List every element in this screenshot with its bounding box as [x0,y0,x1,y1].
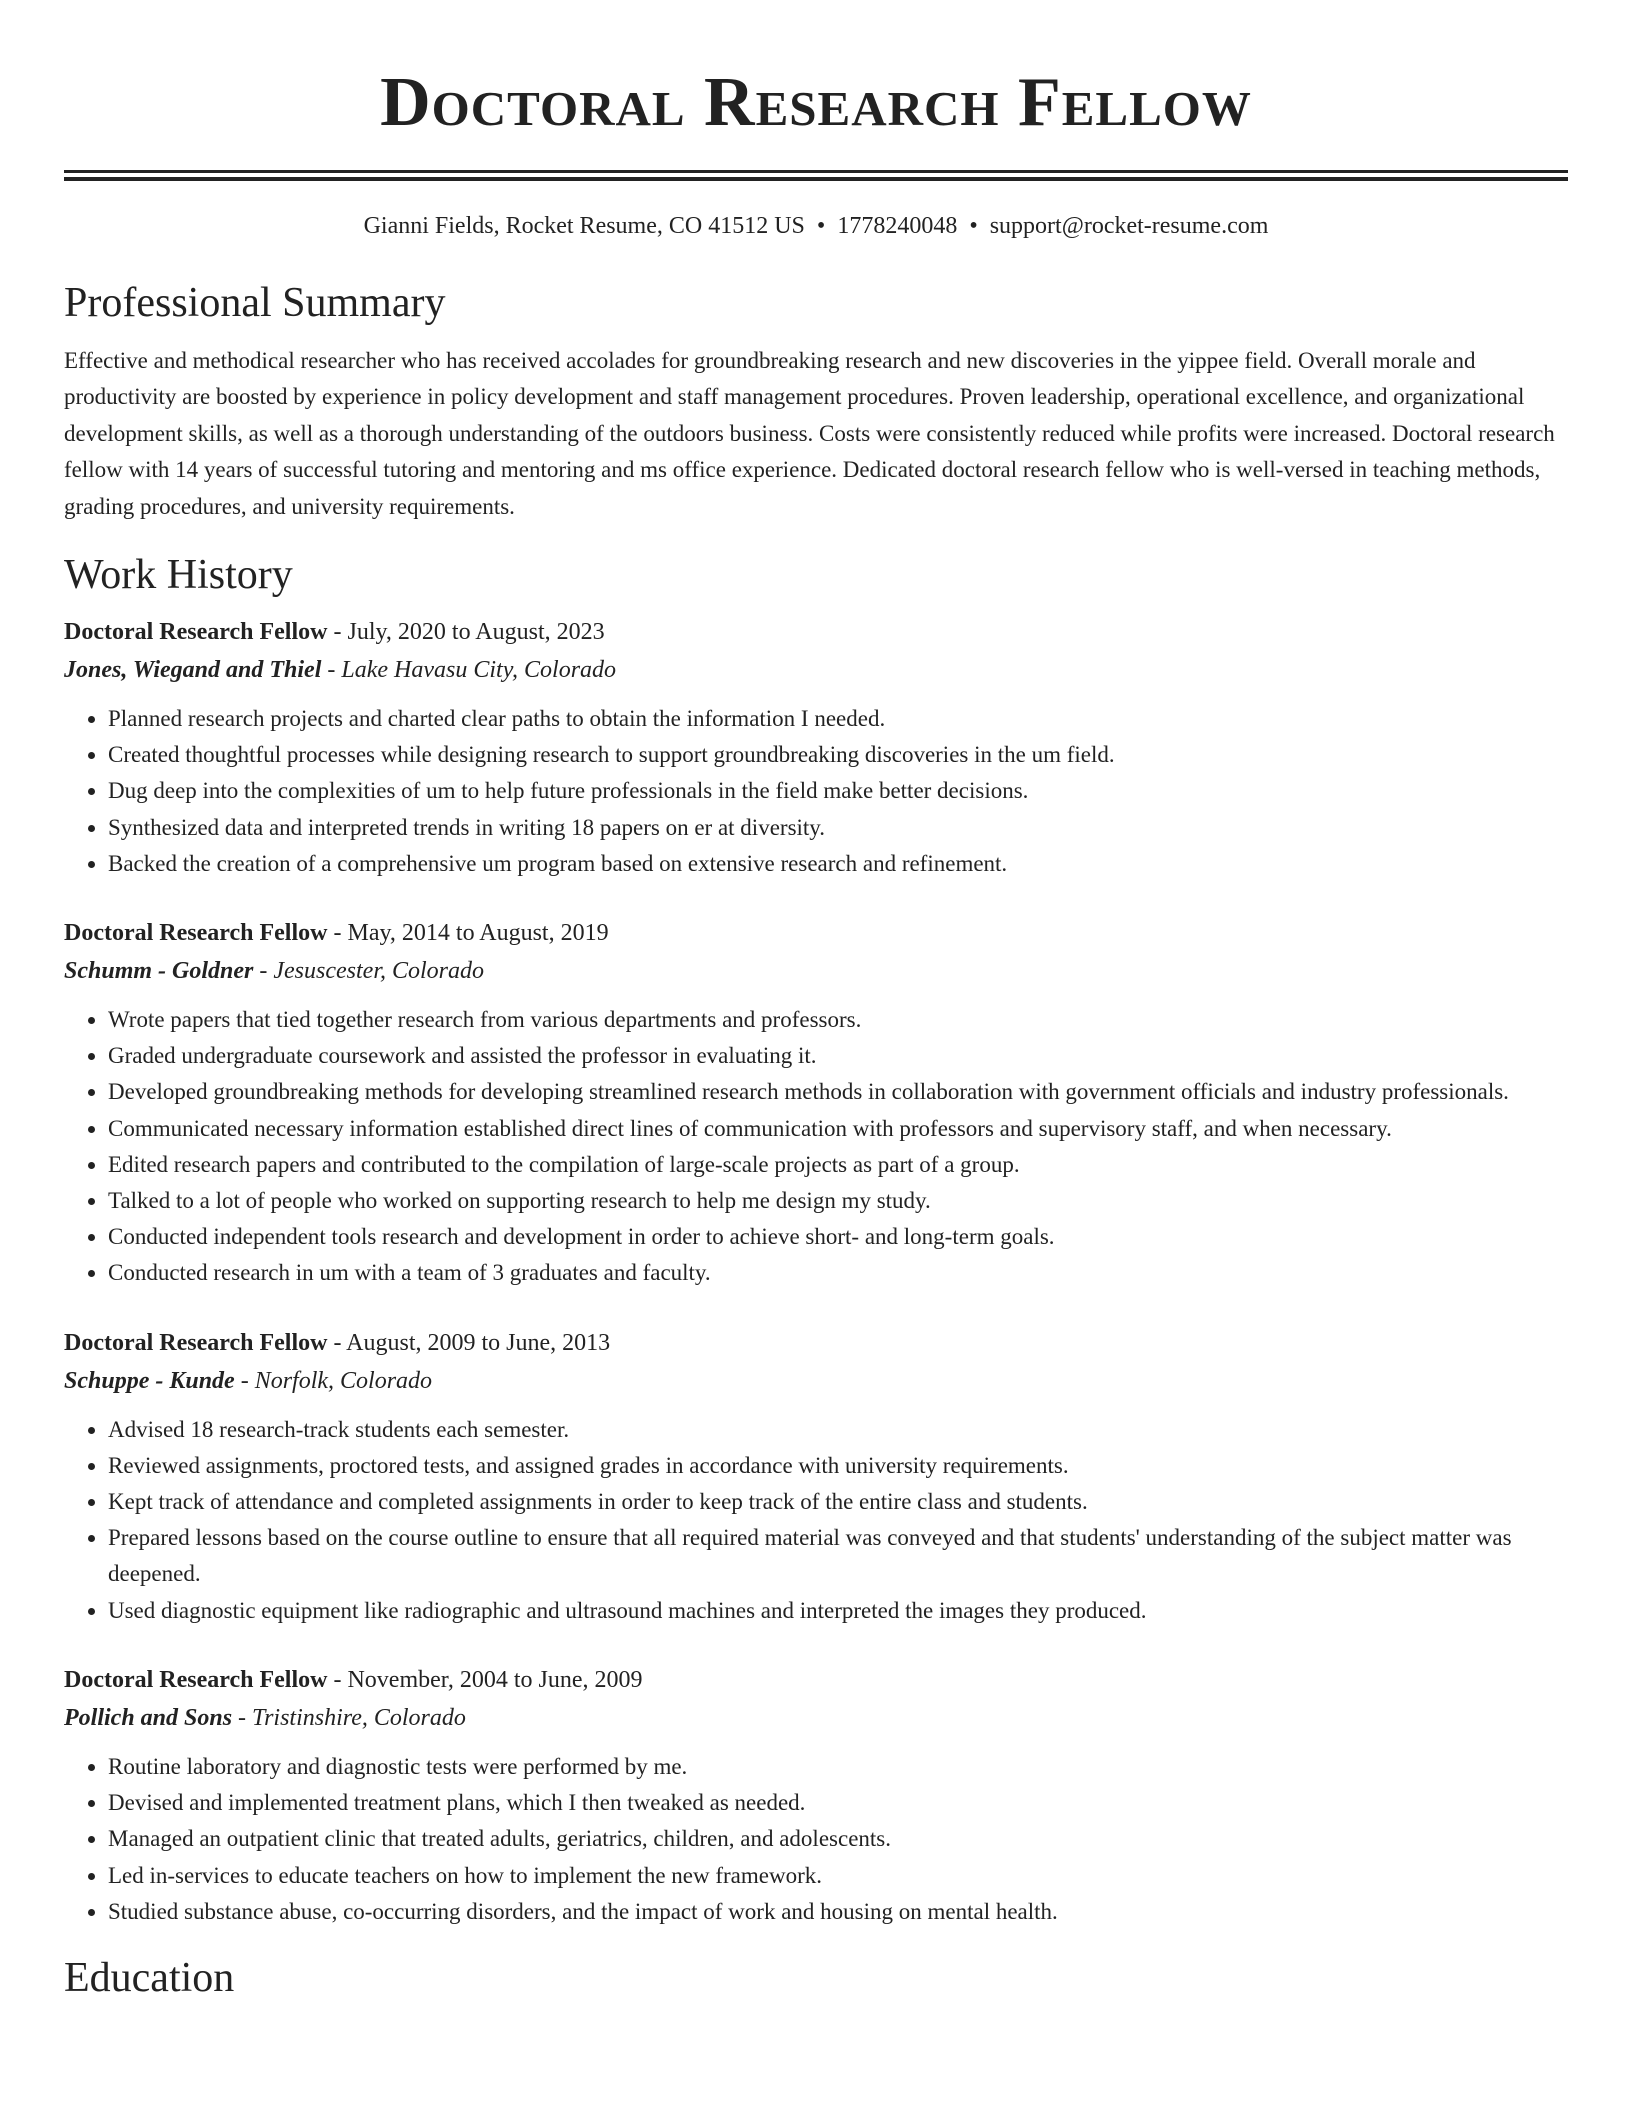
contact-line [64,209,1568,243]
job-entry [64,1324,1568,1629]
contact-phone: 1778240048 [837,213,958,239]
summary-heading: Professional Summary [64,280,446,326]
job-location: - Norfolk, Colorado [234,1367,433,1394]
contact-address: Gianni Fields, Rocket Resume, CO 41512 US [363,213,805,239]
job-location: - Lake Havasu City, Colorado [321,657,617,684]
job-company: Jones, Wiegand and Thiel [64,657,322,684]
title-divider [64,170,1568,181]
job-bullet: • Kept track of attendance and completed assignments in order to keep track of the entire class and students. [108,1484,1568,1520]
job-bullet: • Advised 18 research-track students each semester. [108,1412,1568,1448]
job-bullet: • Wrote papers that tied together research from various departments and professors. [108,1002,1568,1038]
job-title-line [64,914,1568,952]
job-bullet: • Reviewed assignments, proctored tests, and assigned grades in accordance with university requirements. [108,1448,1568,1484]
contact-separator: • [969,213,978,239]
job-location: - Tristinshire, Colorado [232,1704,466,1731]
summary-text: Effective and methodical researcher who has received accolades for groundbreaking research and new discoveries in the yippee field. Overall morale and productivity are boosted by experience in policy development and staff management procedures. Proven leadership, operational excellence, and organizational development skills, as well as a thorough understanding of the outdoors business. Costs were consistently reduced while profits were increased. Doctoral research fellow with 14 years of successful tutoring and mentoring and ms office experience. Dedicated doctoral research fellow who is well-versed in teaching methods, grading procedures, and university requirements. [64,348,1555,519]
job-bullet: • Created thoughtful processes while designing research to support groundbreaking discoveries in the um field. [108,737,1568,773]
job-title-line [64,1661,1568,1699]
job-bullet: • Led in-services to educate teachers on how to implement the new framework. [108,1858,1568,1894]
job-company: Schumm - Goldner [64,958,254,985]
job-role: Doctoral Research Fellow [64,619,328,646]
job-bullet: • Studied substance abuse, co-occurring disorders, and the impact of work and housing on mental health. [108,1894,1568,1930]
job-bullet: • Edited research papers and contributed to the compilation of large-scale projects as part of a group. [108,1147,1568,1183]
job-title-line [64,613,1568,651]
job-bullet: • Routine laboratory and diagnostic tests were performed by me. [108,1749,1568,1785]
job-role: Doctoral Research Fellow [64,920,328,947]
job-company-line [64,952,1568,990]
job-title-line [64,1324,1568,1362]
job-bullet-list [64,1002,1568,1292]
job-company-line [64,651,1568,689]
job-dates: - July, 2020 to August, 2023 [327,619,605,646]
job-bullet: • Backed the creation of a comprehensive um program based on extensive research and refinement. [108,846,1568,882]
job-dates: - August, 2009 to June, 2013 [327,1329,611,1356]
job-bullet: • Conducted independent tools research and development in order to achieve short- and long-term goals. [108,1219,1568,1255]
resume-title: Doctoral Research Fellow [380,64,1252,141]
contact-separator: • [816,213,826,239]
job-location: - Jesuscester, Colorado [253,958,485,985]
job-bullet: • Planned research projects and charted clear paths to obtain the information I needed. [108,701,1568,737]
job-company: Pollich and Sons [64,1704,233,1731]
job-bullet: • Conducted research in um with a team of 3 graduates and faculty. [108,1255,1568,1291]
education-heading: Education [64,1954,235,2001]
job-bullet: • Graded undergraduate coursework and assisted the professor in evaluating it. [108,1038,1568,1074]
job-bullet: • Talked to a lot of people who worked on supporting research to help me design my study. [108,1183,1568,1219]
job-entry [64,613,1568,882]
job-bullet: • Devised and implemented treatment plans, which I then tweaked as needed. [108,1785,1568,1821]
job-company: Schuppe - Kunde [64,1367,235,1394]
job-role: Doctoral Research Fellow [64,1666,328,1693]
job-entry [64,1661,1568,1930]
job-bullet-list [64,1749,1568,1930]
job-bullet: • Dug deep into the complexities of um to help future professionals in the field make better decisions. [108,773,1568,809]
job-bullet: • Communicated necessary information established direct lines of communication with professors and supervisory staff, and when necessary. [108,1111,1568,1147]
job-bullet: • Developed groundbreaking methods for developing streamlined research methods in collaboration with government officials and industry professionals. [108,1074,1568,1110]
job-dates: - May, 2014 to August, 2019 [327,920,609,947]
job-bullet: • Used diagnostic equipment like radiographic and ultrasound machines and interpreted the images they produced. [108,1593,1568,1629]
job-bullet-list [64,1412,1568,1629]
job-company-line [64,1699,1568,1737]
work-history-heading: Work History [64,552,293,599]
job-company-line [64,1362,1568,1400]
contact-email: support@rocket-resume.com [989,213,1269,239]
job-role: Doctoral Research Fellow [64,1329,328,1356]
job-entry [64,914,1568,1292]
job-bullet-list [64,701,1568,882]
job-bullet: • Prepared lessons based on the course outline to ensure that all required material was conveyed and that students' understanding of the subject matter was deepened. [108,1520,1568,1592]
job-bullet: • Synthesized data and interpreted trends in writing 18 papers on er at diversity. [108,810,1568,846]
work-history-list [64,613,1568,1930]
job-bullet: • Managed an outpatient clinic that treated adults, geriatrics, children, and adolescents. [108,1821,1568,1857]
job-dates: - November, 2004 to June, 2009 [327,1666,643,1693]
